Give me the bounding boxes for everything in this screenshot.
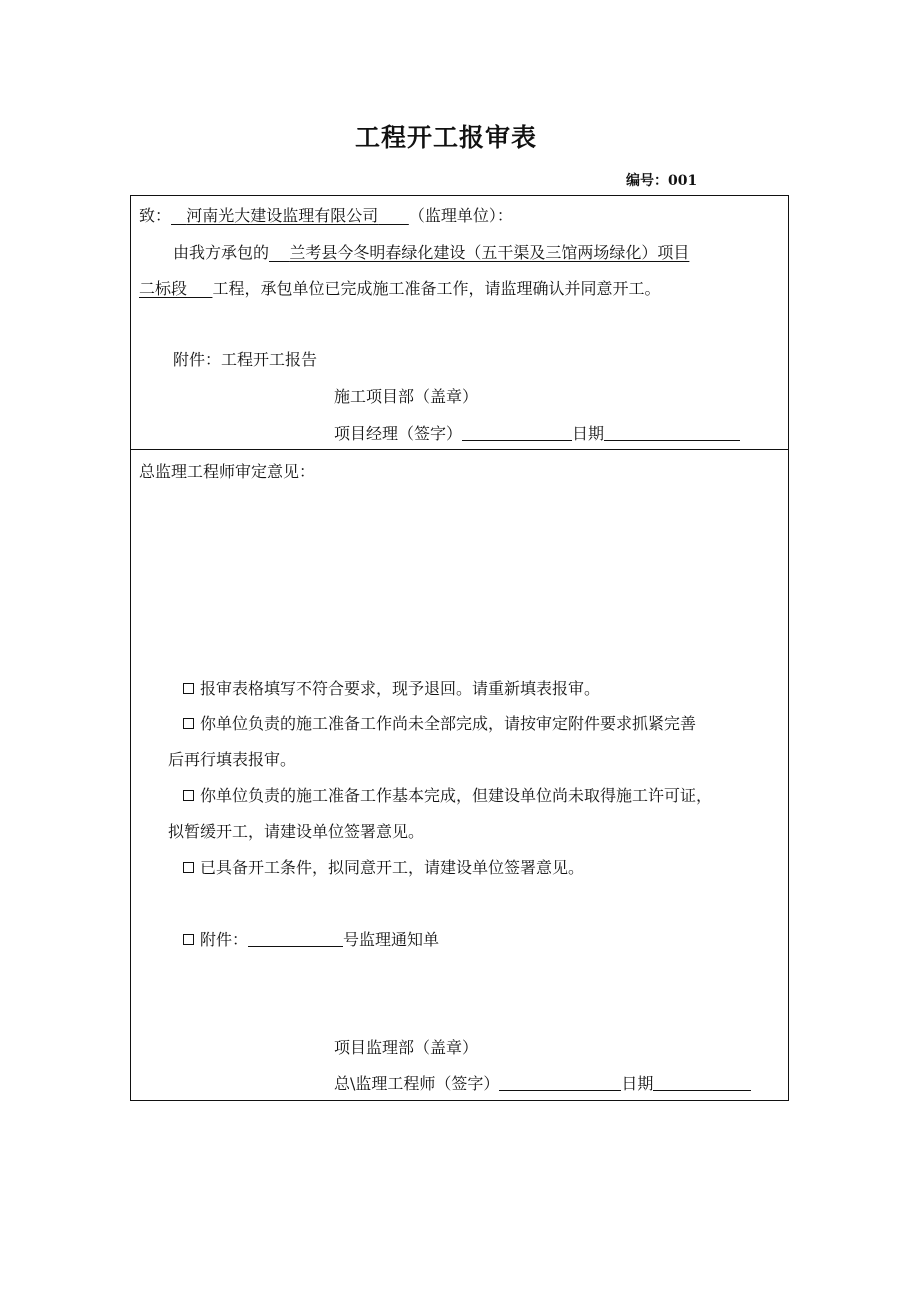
supervision-seal-label: 项目监理部（盖章） xyxy=(334,1038,479,1057)
supervision-company: 河南光大建设监理有限公司 xyxy=(186,206,379,225)
section-divider xyxy=(130,449,789,450)
form-frame xyxy=(130,195,789,1101)
checkbox-incomplete[interactable] xyxy=(183,718,194,729)
review-option-postpone-cont: 拟暂缓开工，请建设单位签署意见。 xyxy=(168,822,425,841)
project-section: 二标段 xyxy=(139,279,188,298)
engineer-date-field[interactable] xyxy=(653,1074,751,1091)
engineer-date-label: 日期 xyxy=(621,1074,654,1093)
addressee-line xyxy=(139,206,513,226)
checkbox-return[interactable] xyxy=(183,683,194,694)
notice-number-field[interactable] xyxy=(248,930,343,947)
review-option-incomplete: 你单位负责的施工准备工作尚未全部完成，请按审定附件要求抓紧完善 xyxy=(183,714,696,734)
manager-sign-label: 项目经理（签字） xyxy=(334,424,463,443)
review-attachment-prefix: 附件： xyxy=(200,930,249,949)
checkbox-approve[interactable] xyxy=(183,862,194,873)
request-line-1 xyxy=(173,243,689,263)
request-tail: 工程，承包单位已完成施工准备工作，请监理确认并同意开工。 xyxy=(212,279,661,298)
review-option-return: 报审表格填写不符合要求，现予退回。请重新填表报审。 xyxy=(183,679,600,699)
request-line-2 xyxy=(139,279,660,299)
checkbox-attachment[interactable] xyxy=(183,934,194,945)
project-name: 兰考县今冬明春绿化建设（五干渠及三馆两场绿化）项目 xyxy=(289,243,690,262)
serial-number: 编号：001 xyxy=(626,173,698,189)
review-attachment-suffix: 号监理通知单 xyxy=(343,930,440,949)
engineer-sign-label: 总\监理工程师（签字） xyxy=(334,1074,500,1093)
review-attachment-line xyxy=(183,930,439,950)
form-title: 工程开工报审表 xyxy=(354,123,537,152)
review-option-incomplete-cont: 后再行填表报审。 xyxy=(168,750,297,769)
review-option-postpone: 你单位负责的施工准备工作基本完成，但建设单位尚未取得施工许可证， xyxy=(183,786,712,806)
request-attachment: 附件：工程开工报告 xyxy=(173,350,318,369)
manager-date-label: 日期 xyxy=(572,424,605,443)
engineer-signature-field[interactable] xyxy=(499,1074,621,1091)
manager-sign-line xyxy=(334,424,740,444)
review-heading: 总监理工程师审定意见： xyxy=(139,462,316,481)
addressee-suffix: （监理单位）： xyxy=(408,206,513,225)
manager-signature-field[interactable] xyxy=(462,424,572,441)
request-lead: 由我方承包的 xyxy=(173,243,270,262)
addressee-prefix: 致： xyxy=(139,206,172,225)
manager-date-field[interactable] xyxy=(604,424,740,441)
review-option-approve: 已具备开工条件，拟同意开工，请建设单位签署意见。 xyxy=(183,858,584,878)
contractor-seal-label: 施工项目部（盖章） xyxy=(334,387,479,406)
engineer-sign-line xyxy=(334,1074,751,1094)
checkbox-postpone[interactable] xyxy=(183,790,194,801)
